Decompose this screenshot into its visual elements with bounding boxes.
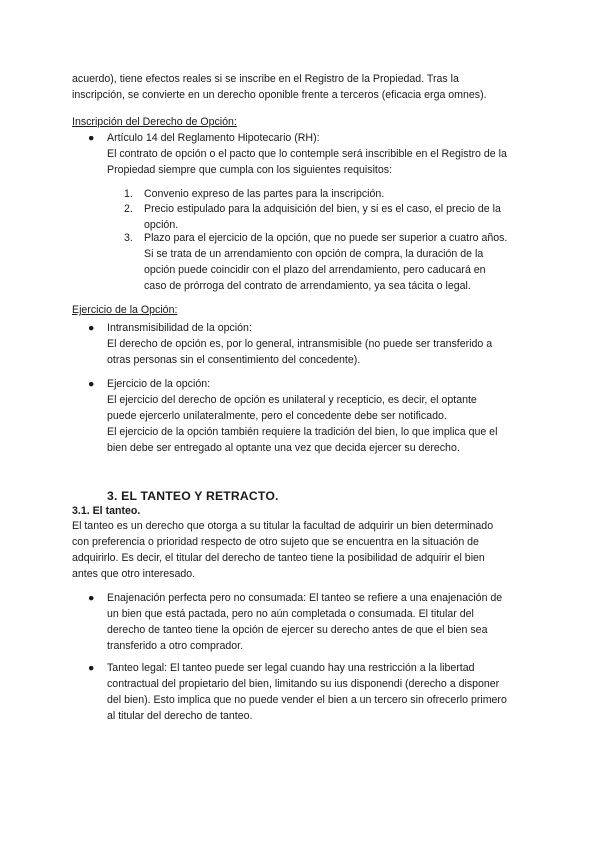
section-heading: 3. EL TANTEO Y RETRACTO. xyxy=(107,489,279,503)
text-line: Tanteo legal: El tanteo puede ser legal cuando hay una restricción a la libertad xyxy=(107,662,475,674)
text-line: del bien). Esto implica que no puede vender el bien a un tercero sin ofrecerlo primero xyxy=(107,694,507,706)
requisito-item xyxy=(144,201,501,233)
text-line: transferido a otro comprador. xyxy=(107,640,244,652)
text-line: Plazo para el ejercicio de la opción, que no puede ser superior a cuatro años. xyxy=(144,232,508,244)
bullet-title: Ejercicio de la opción: xyxy=(107,378,211,390)
text-line: El ejercicio de la opción también requiere la tradición del bien, lo que implica que el xyxy=(107,426,498,438)
text-line: El contrato de opción o el pacto que lo contemple será inscribible en el Registro de la xyxy=(107,148,507,160)
ejercicio-bullet xyxy=(107,376,497,456)
bullet-title: Artículo 14 del Reglamento Hipotecario (RH): xyxy=(107,132,320,144)
inscripcion-heading: Inscripción del Derecho de Opción: xyxy=(72,116,237,128)
text-line: El ejercicio del derecho de opción es unilateral y recepticio, es decir, el optante xyxy=(107,394,477,406)
text-line: un bien que está pactada, pero no aún completada o consumada. El titular del xyxy=(107,608,474,620)
text-line: adquirirlo. Es decir, el titular del derecho de tanteo tiene la posibilidad de adquirir el bien xyxy=(72,552,485,564)
text-line: puede ejercerlo unilateralmente, pero el concedente debe ser notificado. xyxy=(107,410,447,422)
text-line: caso de prórroga del contrato de arrendamiento, ya sea tácita o legal. xyxy=(144,280,471,292)
text-line: contractual del propietario del bien, limitando su ius disponendi (derecho a disponer xyxy=(107,678,500,690)
tanteo-paragraph xyxy=(72,518,493,582)
text-line: El derecho de opción es, por lo general, intransmisible (no puede ser transferido a xyxy=(107,338,493,350)
text-line: inscripción, se convierte en un derecho oponible frente a terceros (eficacia erga omnes). xyxy=(72,89,487,101)
text-line: opción. xyxy=(144,219,179,231)
text-line: Propiedad siempre que cumpla con los siguientes requisitos: xyxy=(107,164,393,176)
inscripcion-bullet xyxy=(107,130,507,178)
text-line: Enajenación perfecta pero no consumada: El tanteo se refiere a una enajenación de xyxy=(107,592,503,604)
requisito-item xyxy=(144,186,384,202)
list-number: 2. xyxy=(124,203,133,215)
text-line: acuerdo), tiene efectos reales si se inscribe en el Registro de la Propiedad. Tras la xyxy=(72,73,459,85)
text-line: antes que otro interesado. xyxy=(72,568,196,580)
ejercicio-heading: Ejercicio de la Opción: xyxy=(72,304,178,316)
bullet-glyph: ● xyxy=(88,592,95,604)
list-number: 3. xyxy=(124,232,133,244)
tanteo-bullet xyxy=(107,590,502,654)
text-line: bien debe ser entregado al optante una vez que decida ejercer su derecho. xyxy=(107,442,460,454)
ejercicio-bullet xyxy=(107,320,492,368)
bullet-glyph: ● xyxy=(88,378,95,390)
tanteo-bullet xyxy=(107,660,507,724)
intro-paragraph xyxy=(72,71,487,103)
text-line: Convenio expreso de las partes para la inscripción. xyxy=(144,188,385,200)
text-line: otras personas sin el consentimiento del concedente). xyxy=(107,354,361,366)
list-number: 1. xyxy=(124,188,133,200)
text-line: El tanteo es un derecho que otorga a su titular la facultad de adquirir un bien determinado xyxy=(72,520,494,532)
text-line: con preferencia o prioridad respecto de otro sujeto que se encuentra en la situación de xyxy=(72,536,479,548)
bullet-glyph: ● xyxy=(88,132,95,144)
requisito-item xyxy=(144,230,507,294)
text-line: Si se trata de un arrendamiento con opción de compra, la duración de la xyxy=(144,248,484,260)
text-line: al titular del derecho de tanteo. xyxy=(107,710,253,722)
text-line: derecho de tanteo tiene la opción de ejercer su derecho antes de que el bien sea xyxy=(107,624,488,636)
subsection-heading: 3.1. El tanteo. xyxy=(72,505,141,517)
bullet-glyph: ● xyxy=(88,662,95,674)
bullet-title: Intransmisibilidad de la opción: xyxy=(107,322,252,334)
text-line: opción puede coincidir con el plazo del arrendamiento, pero caducará en xyxy=(144,264,486,276)
bullet-glyph: ● xyxy=(88,322,95,334)
text-line: Precio estipulado para la adquisición del bien, y si es el caso, el precio de la xyxy=(144,203,501,215)
